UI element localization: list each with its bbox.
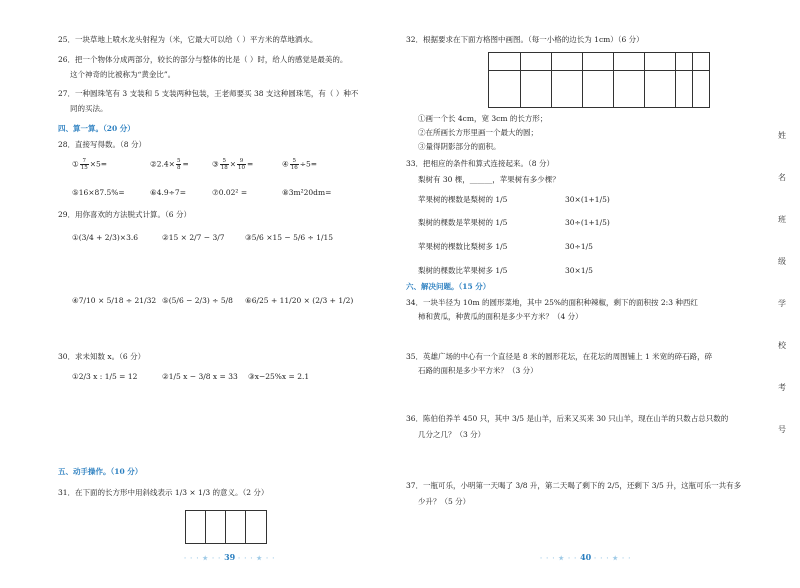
question-27-cont: 同的买法。	[70, 104, 108, 113]
q33-intro: 梨树有 30 棵，______，苹果树有多少棵？	[418, 175, 560, 184]
section-4-heading: 四、算一算。（20 分）	[58, 124, 135, 133]
question-29: 29．用你喜欢的方法脱式计算。（6 分）	[58, 210, 191, 219]
question-37-cont: 少升？（5 分）	[418, 497, 471, 506]
question-34: 34．一块半径为 10m 的圆形菜地，其中 25%的面积种辣椒，剩下的面积按 2:3 种西红	[406, 298, 698, 307]
q33-condition-2[interactable]: 梨树的棵数是苹果树的 1/5	[418, 218, 508, 227]
question-30: 30．求未知数 x。（6 分）	[58, 352, 146, 361]
q28-item-7: ⑦0.02² =	[212, 188, 248, 197]
q28-item-4: ④ $\frac{5}{16}$ ÷5=	[282, 158, 318, 171]
q30-item-1: ①2/3 x : 1/5 = 12	[72, 372, 138, 381]
question-35: 35．英雄广场的中心有一个直径是 8 米的圆形花坛，在花坛的周围铺上 1 米宽的碎石路，碎	[406, 352, 713, 361]
q33-condition-3[interactable]: 苹果树的棵数比梨树多 1/5	[418, 242, 508, 251]
question-26-cont: 这个神奇的比被称为“黄金比”。	[70, 70, 176, 79]
strip-char: 学	[778, 299, 786, 308]
q30-item-2: ②1/5 x − 3/8 x = 33	[162, 372, 238, 381]
question-28: 28．直接写得数。（8 分）	[58, 140, 146, 149]
right-page	[400, 0, 760, 588]
q33-formula-3[interactable]: 30÷1/5	[565, 242, 593, 251]
page-number-40: · · · ★ · · 40 · · · ★ · ·	[540, 552, 632, 562]
q33-formula-2[interactable]: 30÷(1+1/5)	[565, 218, 610, 227]
strip-char: 级	[778, 257, 786, 266]
q29-item-4: ④7/10 × 5/18 ÷ 21/32	[72, 296, 157, 305]
q33-condition-1[interactable]: 苹果树的棵数是梨树的 1/5	[418, 195, 508, 204]
page-number-39: · · · ★ · · 39 · · · ★ · ·	[184, 552, 276, 562]
q28-item-1: ① $\frac{7}{15}$ ×5=	[72, 158, 108, 171]
q32-step-3: ③量得阴影部分的面积。	[418, 142, 501, 151]
question-27: 27．一种圆珠笔有 3 支装和 5 支装两种包装，王老师要买 38 支这种圆珠笔，有（ ）种不	[58, 89, 359, 98]
q30-item-3: ③x−25%x = 2.1	[248, 372, 310, 381]
question-36-cont: 几分之几？（3 分）	[418, 430, 486, 439]
question-37: 37．一瓶可乐，小明第一天喝了 3/8 升，第二天喝了剩下的 2/5，还剩下 3/5 升，这瓶可乐一共有多	[406, 481, 742, 490]
q29-item-3: ③5/6 ×15 − 5/6 ÷ 1/15	[245, 233, 334, 242]
question-25: 25．一块草地上喷水龙头射程为（米，它最大可以给（ ）平方米的草地洒水。	[58, 35, 318, 44]
q28-item-5: ⑤16×87.5%=	[72, 188, 125, 197]
question-32: 32．根据要求在下面方格图中画图。（每一小格的边长为 1cm）（6 分）	[406, 35, 644, 44]
section-6-heading: 六、解决问题。（15 分）	[406, 282, 491, 291]
q28-item-6: ⑥4.9÷7=	[150, 188, 186, 197]
question-35-cont: 石路的面积是多少平方米？（3 分）	[418, 366, 538, 375]
question-33: 33．把相应的条件和算式连接起来。（8 分）	[406, 159, 554, 168]
q32-step-2: ②在所画长方形里画一个最大的圆；	[418, 128, 538, 137]
q33-condition-4[interactable]: 梨树的棵数比苹果树多 1/5	[418, 266, 508, 275]
q29-item-5: ⑤(5/6 − 2/3) ÷ 5/8	[162, 296, 233, 305]
strip-char: 名	[778, 173, 786, 182]
strip-char: 号	[778, 425, 786, 434]
q33-formula-1[interactable]: 30×(1+1/5)	[565, 195, 610, 204]
strip-char: 校	[778, 341, 786, 350]
strip-char: 考	[778, 383, 786, 392]
strip-char: 姓	[778, 131, 786, 140]
q29-item-1: ①(3/4 + 2/3)×3.6	[72, 233, 138, 242]
q29-item-2: ②15 × 2/7 − 3/7	[162, 233, 225, 242]
question-26: 26．把一个物体分成两部分，较长的部分与整体的比是（ ）时，给人的感觉是最美的。	[58, 55, 348, 64]
q28-item-2: ②2.4× $\frac{5}{8}$ =	[150, 158, 189, 171]
binding-strip	[760, 0, 800, 588]
q33-formula-4[interactable]: 30×1/5	[565, 266, 593, 275]
q28-item-3: ③ $\frac{5}{18}$ × $\frac{9}{10}$ =	[212, 158, 254, 171]
section-5-heading: 五、动手操作。（10 分）	[58, 467, 143, 476]
question-31: 31．在下面的长方形中用斜线表示 1/3 × 1/3 的意义。（2 分）	[58, 488, 269, 497]
q32-grid[interactable]	[488, 52, 710, 108]
q31-rectangle[interactable]	[185, 510, 267, 544]
question-34-cont: 柿和黄瓜，种黄瓜的面积是多少平方米？（4 分）	[418, 312, 583, 321]
q32-step-1: ①画一个长 4cm，宽 3cm 的长方形；	[418, 114, 548, 123]
q29-item-6: ⑥6/25 + 11/20 × (2/3 + 1/2)	[245, 296, 354, 305]
q28-item-8: ⑧3m²20dm=	[282, 188, 332, 197]
strip-char: 班	[778, 215, 786, 224]
question-36: 36．陈伯伯养羊 450 只，其中 3/5 是山羊，后来又买来 30 只山羊，现在山羊的只数占总只数的	[406, 414, 729, 423]
